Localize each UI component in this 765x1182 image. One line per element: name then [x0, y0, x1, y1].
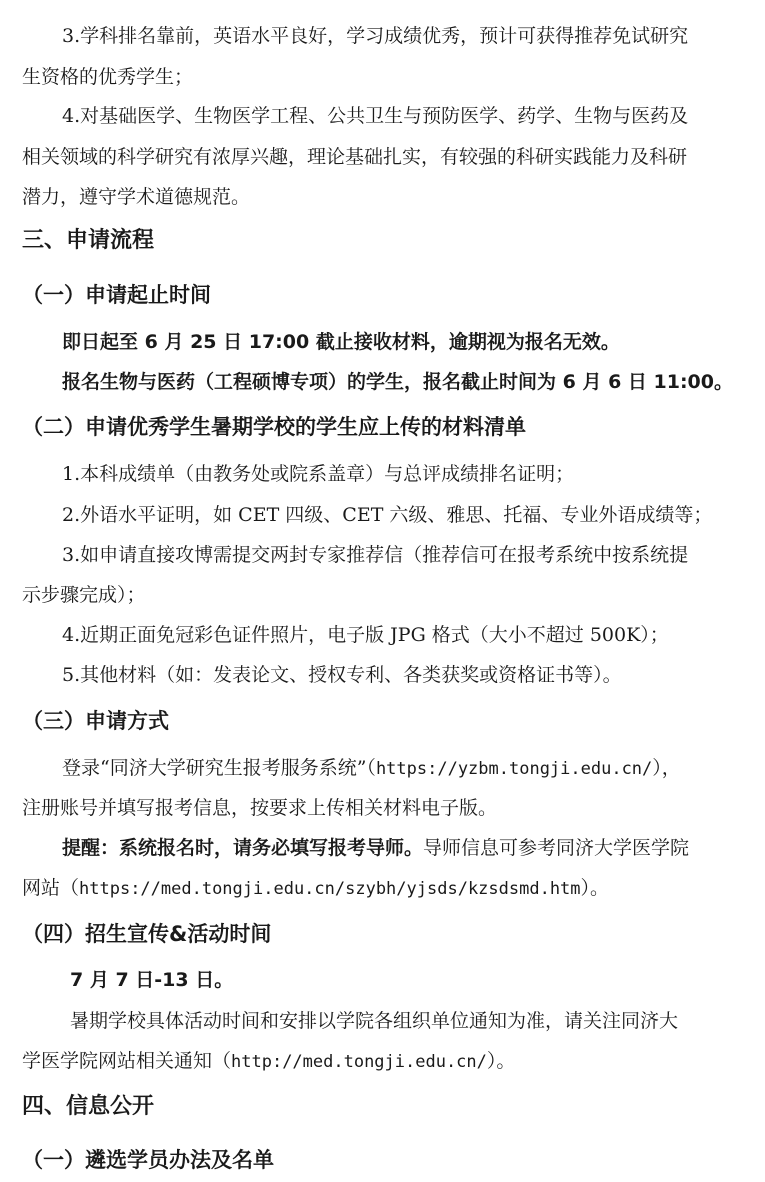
materials-item-3-line-1: 3.如申请直接攻博需提交两封专家推荐信（推荐信可在报考系统中按系统提: [62, 544, 689, 566]
section-3-heading: 三、申请流程: [22, 228, 155, 253]
apply-method-line-1: [62, 756, 681, 781]
reminder-rest-text: 导师信息可参考同济大学医学院: [423, 837, 690, 859]
activity-notice-line-1: 暑期学校具体活动时间和安排以学院各组织单位通知为准，请关注同济大: [70, 1010, 679, 1032]
requirement-item-4-line-3: 潜力，遵守学术道德规范。: [22, 186, 251, 208]
reminder-line: [62, 836, 689, 860]
apply-method-line-2: 注册账号并填写报考信息，按要求上传相关材料电子版。: [22, 797, 498, 819]
materials-item-4: 4.近期正面免冠彩色证件照片，电子版 JPG 格式（大小不超过 500K）；: [62, 624, 669, 646]
supervisor-list-link[interactable]: https://med.tongji.edu.cn/szybh/yjsds/kzsdsmd.htm: [79, 879, 581, 899]
registration-system-link[interactable]: https://yzbm.tongji.edu.cn/: [375, 759, 653, 779]
materials-item-2: 2.外语水平证明，如 CET 四级、CET 六级、雅思、托福、专业外语成绩等；: [62, 504, 713, 526]
requirement-item-3-line-1: 3.学科排名靠前，英语水平良好，学习成绩优秀，预计可获得推荐免试研究: [62, 25, 689, 47]
subsection-4-heading: （四）招生宣传&活动时间: [22, 922, 272, 946]
supervisor-website-suffix: ）。: [580, 877, 610, 899]
activity-notice-suffix: ）。: [486, 1050, 516, 1072]
requirement-item-4-line-1: 4.对基础医学、生物医学工程、公共卫生与预防医学、药学、生物与医药及: [62, 105, 689, 127]
materials-item-3-line-2: 示步骤完成）；: [22, 584, 146, 606]
materials-item-1: 1.本科成绩单（由教务处或院系盖章）与总评成绩排名证明；: [62, 463, 575, 485]
apply-method-prefix: 登录“同济大学研究生报考服务系统”（: [62, 757, 376, 779]
apply-method-suffix: ），: [652, 757, 681, 779]
subsection-1-heading: （一）申请起止时间: [22, 283, 211, 307]
section-4-heading: 四、信息公开: [22, 1094, 155, 1119]
subsection-2-heading: （二）申请优秀学生暑期学校的学生应上传的材料清单: [22, 415, 526, 439]
subsection-3-heading: （三）申请方式: [22, 709, 169, 733]
med-school-website-link[interactable]: http://med.tongji.edu.cn/: [231, 1052, 487, 1072]
supervisor-website-prefix: 网站（: [22, 877, 80, 899]
requirement-item-3-line-2: 生资格的优秀学生；: [22, 66, 194, 88]
activity-notice-prefix: 学医学院网站相关通知（: [22, 1050, 232, 1072]
deadline-line-1: 即日起至 6 月 25 日 17:00 截止接收材料，逾期视为报名无效。: [62, 331, 620, 353]
reminder-bold-text: 提醒：系统报名时，请务必填写报考导师。: [62, 837, 424, 859]
deadline-line-2: 报名生物与医药（工程硕博专项）的学生，报名截止时间为 6 月 6 日 11:00。: [62, 371, 733, 393]
requirement-item-4-line-2: 相关领域的科学研究有浓厚兴趣，理论基础扎实，有较强的科研实践能力及科研: [22, 146, 688, 168]
section-4-subsection-1-heading: （一）遴选学员办法及名单: [22, 1148, 274, 1172]
materials-item-5: 5.其他材料（如：发表论文、授权专利、各类获奖或资格证书等）。: [62, 664, 622, 686]
activity-notice-line-2: [22, 1049, 515, 1074]
activity-dates: 7 月 7 日-13 日。: [70, 969, 234, 991]
supervisor-website-line: [22, 876, 609, 901]
